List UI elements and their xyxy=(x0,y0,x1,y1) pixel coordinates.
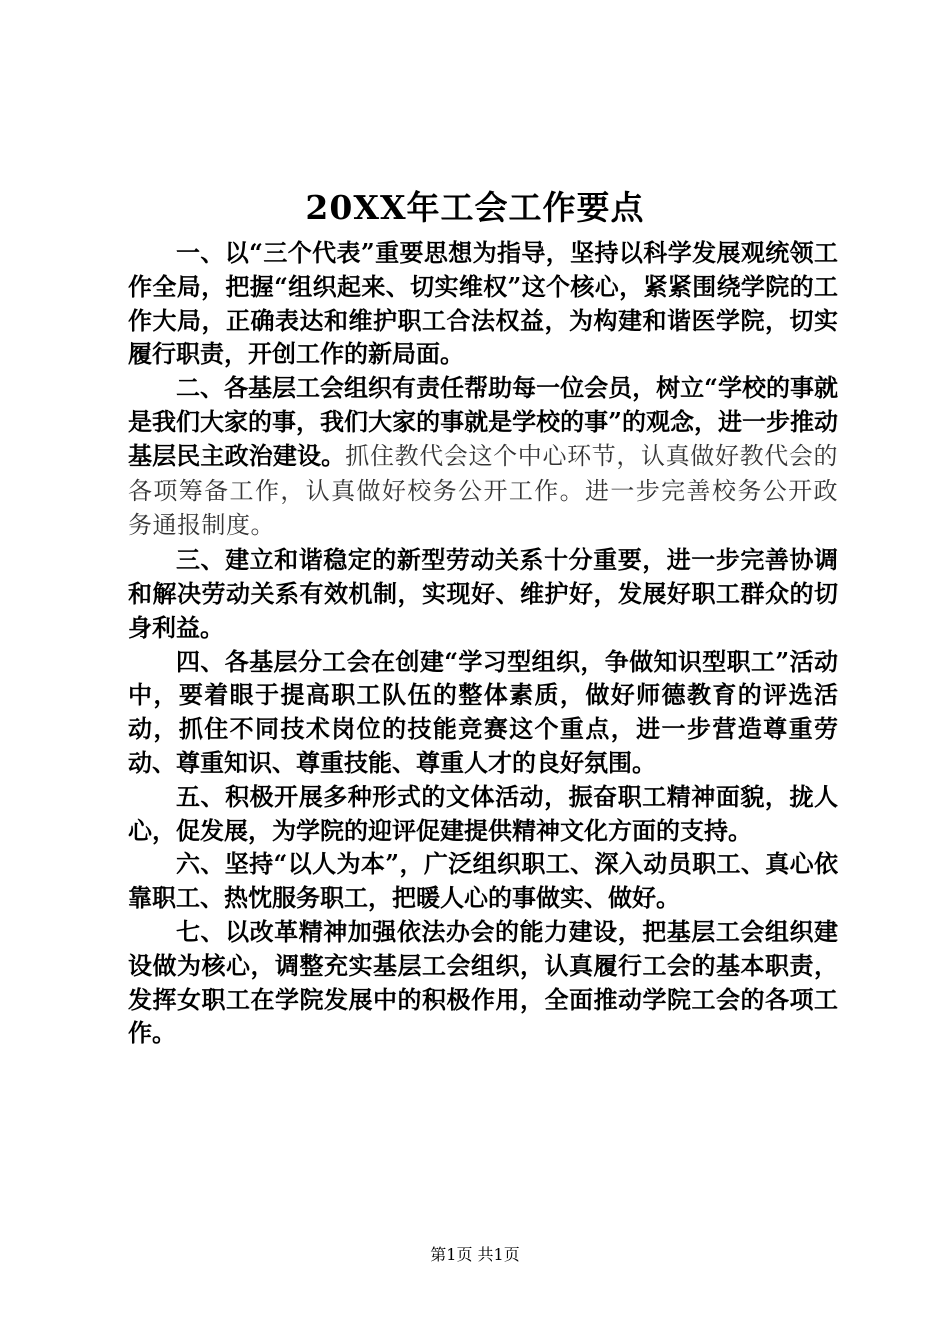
page-footer: 第1页 共1页 xyxy=(430,1245,520,1264)
document-body xyxy=(128,236,838,1050)
document-title: 20XX年工会工作要点 xyxy=(305,188,645,227)
paragraph-4: 四、各基层分工会在创建“学习型组织，争做知识型职工”活动中，要着眼于提高职工队伍的整体素质，做好师德教育的评选活动，抓住不同技术岗位的技能竞赛这个重点，进一步营造尊重劳动、尊重知识、尊重技能、尊重人才的良好氛围。 xyxy=(128,646,838,777)
paragraph-2-main: 二、各基层工会组织有责任帮助每一位会员，树立“学校的事就是我们大家的事，我们大家的事就是学校的事”的观念，进一步推动基层民主政治建设。 xyxy=(128,373,838,470)
paragraph-1: 一、以“三个代表”重要思想为指导，坚持以科学发展观统领工作全局，把握“组织起来、切实维权”这个核心，紧紧围绕学院的工作大局，正确表达和维护职工合法权益，为构建和谐医学院，切实履行职责，开创工作的新局面。 xyxy=(128,238,838,369)
paragraph-6: 六、坚持“以人为本”，广泛组织职工、深入动员职工、真心依靠职工、热忱服务职工，把暖人心的事做实、做好。 xyxy=(128,849,838,913)
paragraph-3: 三、建立和谐稳定的新型劳动关系十分重要，进一步完善协调和解决劳动关系有效机制，实现好、维护好，发展好职工群众的切身利益。 xyxy=(128,545,838,642)
paragraph-2-extra: 抓住教代会这个中心环节，认真做好教代会的各项筹备工作，认真做好校务公开工作。进一步完善校务公开政务通报制度。 xyxy=(128,441,839,540)
paragraph-2 xyxy=(128,371,838,543)
paragraph-5: 五、积极开展多种形式的文体活动，振奋职工精神面貌，拢人心，促发展，为学院的迎评促建提供精神文化方面的支持。 xyxy=(128,781,838,845)
paragraph-7: 七、以改革精神加强依法办会的能力建设，把基层工会组织建设做为核心，调整充实基层工会组织，认真履行工会的基本职责，发挥女职工在学院发展中的积极作用，全面推动学院工会的各项工作。 xyxy=(128,916,838,1048)
